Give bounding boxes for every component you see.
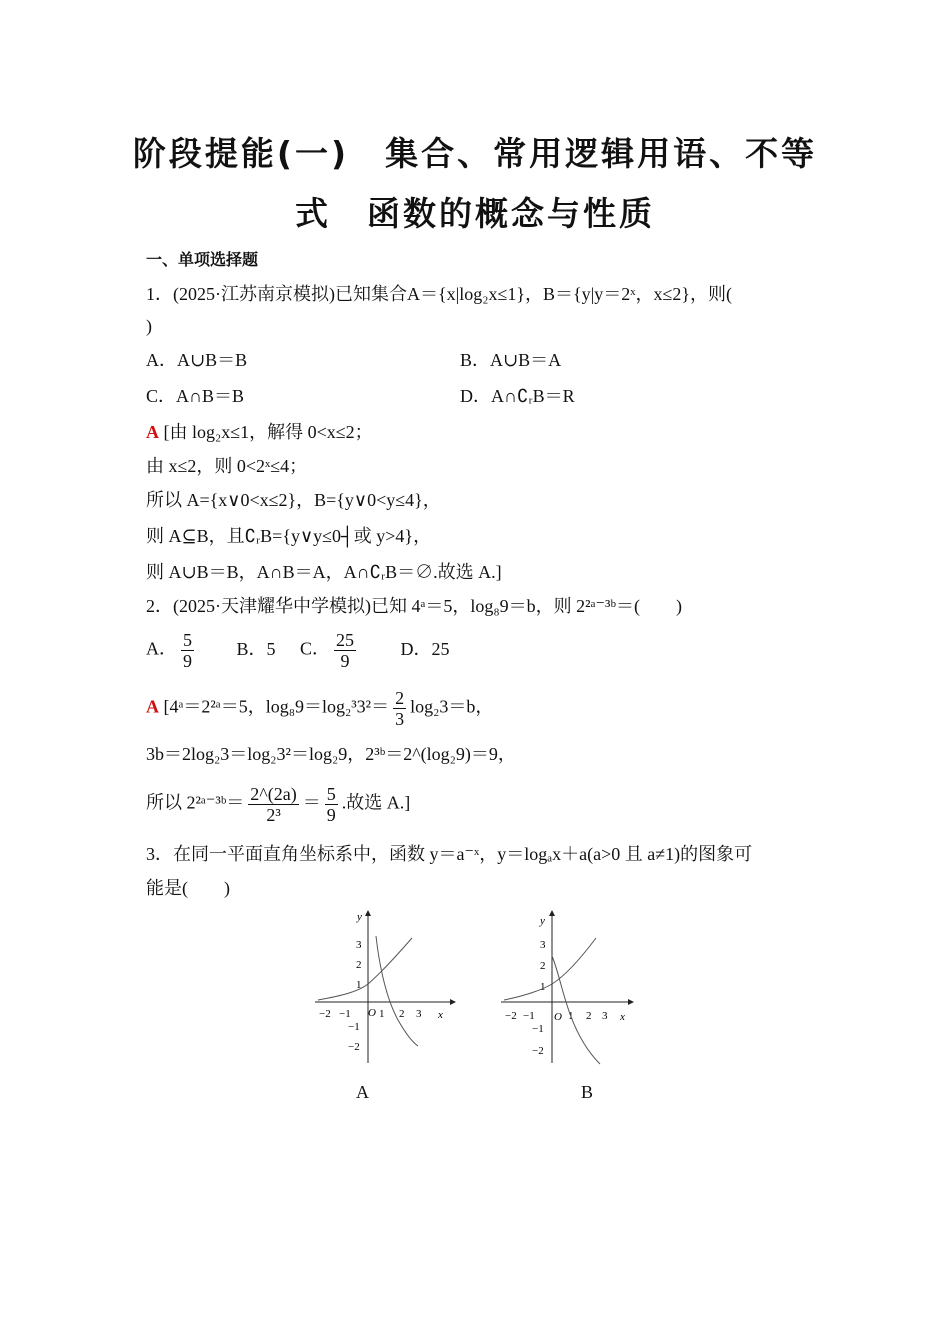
- y-axis-label: y: [357, 911, 362, 923]
- q2-solution-text-b: log₂3＝b，: [410, 696, 494, 717]
- q2-option-a-label: A．: [146, 638, 177, 659]
- fraction-numerator: 25: [336, 630, 355, 650]
- q1-option-b: B．A∪B＝A: [460, 350, 562, 370]
- y-tick-label: 3: [540, 939, 546, 951]
- q1-option-d: D．A∩∁ᵣB＝R: [460, 386, 575, 406]
- exponential-curve: [318, 938, 412, 1000]
- q1-answer: A: [146, 422, 159, 442]
- log-curve: [552, 956, 600, 1064]
- x-tick-label: 2: [399, 1008, 405, 1020]
- origin-label: O: [368, 1007, 376, 1019]
- q1-solution-1: [146, 420, 373, 444]
- q2-solution-text-a: [4ᵃ＝2²ᵃ＝5，log₈9＝log₂³3²＝: [163, 696, 390, 717]
- fraction-numerator: 5: [183, 630, 192, 650]
- fraction-denominator: 2³: [266, 805, 281, 825]
- x-tick-label: 3: [416, 1008, 422, 1020]
- y-axis-arrow: [365, 910, 371, 916]
- q1-solution-5: 则 A∪B＝B，A∩B＝A，A∩∁ᵣB＝∅.故选 A.]: [146, 562, 502, 582]
- fraction-numerator: 2: [395, 688, 405, 708]
- q3-stem: 3．在同一平面直角坐标系中，函数 y＝a⁻ˣ，y＝logₐx＋a(a>0 且 a≠1)的图象可: [146, 844, 753, 864]
- x-tick-label: 3: [602, 1010, 608, 1022]
- x-tick-label: −1: [339, 1008, 351, 1020]
- q2-option-c-label: C．: [300, 638, 331, 659]
- q2-solution-3-text-a: 所以 2²ᵃ⁻³ᵇ＝: [146, 792, 245, 813]
- q2-option-a-fraction: [181, 630, 194, 671]
- origin-label: O: [554, 1011, 562, 1023]
- q1-solution-4: 则 A⊆B，且∁ᵣB={y∨y≤0┤或 y>4}，: [146, 526, 432, 546]
- q2-option-c: [300, 630, 360, 671]
- fraction-denominator: 9: [183, 651, 192, 671]
- y-tick-label: −1: [532, 1023, 544, 1035]
- y-tick-label: 2: [356, 959, 362, 971]
- x-tick-label: −2: [319, 1008, 331, 1020]
- graph-b: [496, 908, 646, 1068]
- q2-solution-3-fraction-2: [325, 784, 338, 825]
- q1-stem: 1．(2025·江苏南京模拟)已知集合A＝{x|log₂x≤1}，B＝{y|y＝2ˣ，x≤2}，则(: [146, 284, 732, 304]
- x-tick-label: 1: [568, 1010, 574, 1022]
- y-tick-label: 1: [540, 981, 546, 993]
- q1-option-c: C．A∩B＝B: [146, 386, 245, 406]
- graph-b-caption: B: [581, 1082, 594, 1102]
- fraction-numerator: 2^(2a): [250, 784, 297, 804]
- fraction-denominator: 9: [326, 805, 336, 825]
- y-axis-arrow: [549, 910, 555, 916]
- q2-solution-fraction: [393, 688, 406, 729]
- y-tick-label: 1: [356, 979, 362, 991]
- q2-solution-3-fraction-1: [248, 784, 298, 825]
- y-tick-label: 3: [356, 939, 362, 951]
- q1-solution-2: 由 x≤2，则 0<2ˣ≤4；: [146, 456, 308, 476]
- section-heading: 一、单项选择题: [146, 250, 259, 269]
- q1-option-a: A．A∪B＝B: [146, 350, 248, 370]
- x-tick-label: 1: [379, 1008, 385, 1020]
- q1-stem-cont: ): [146, 316, 152, 336]
- q2-solution-1: [146, 688, 493, 729]
- x-tick-label: −2: [505, 1010, 517, 1022]
- q2-solution-3-text-b: .故选 A.]: [341, 792, 411, 813]
- y-axis-label: y: [540, 915, 545, 927]
- fraction-denominator: 9: [340, 651, 350, 671]
- q1-solution-text: [由 log₂x≤1，解得 0<x≤2；: [163, 422, 373, 442]
- q2-option-b: B．5: [236, 638, 276, 659]
- q2-answer: A: [146, 696, 159, 717]
- q2-option-d: D．25: [400, 638, 450, 659]
- page-title-line2: 式 函数的概念与性质: [295, 194, 655, 233]
- log-curve: [376, 936, 418, 1046]
- x-axis-arrow: [628, 999, 634, 1005]
- page-title-line1: 阶段提能(一) 集合、常用逻辑用语、不等: [132, 134, 818, 173]
- fraction-numerator: 5: [326, 784, 336, 804]
- q2-option-c-fraction: [334, 630, 356, 671]
- q2-option-a: [146, 630, 198, 671]
- y-tick-label: 2: [540, 960, 546, 972]
- x-tick-label: 2: [586, 1010, 592, 1022]
- x-axis-label: x: [438, 1009, 443, 1021]
- y-tick-label: −2: [348, 1041, 360, 1053]
- x-axis-label: x: [620, 1011, 625, 1023]
- equals-sign: ＝: [302, 792, 321, 813]
- x-tick-label: −1: [523, 1010, 535, 1022]
- q1-solution-3: 所以 A={x∨0<x≤2}，B={y∨0<y≤4}，: [146, 490, 441, 510]
- y-tick-label: −1: [348, 1021, 360, 1033]
- graph-a: [310, 908, 460, 1068]
- q2-solution-2: 3b＝2log₂3＝log₂3²＝log₂9，2³ᵇ＝2^(log₂9)＝9，: [146, 744, 516, 764]
- q2-solution-3: [146, 784, 410, 825]
- q3-stem-cont: 能是( ): [146, 878, 230, 898]
- q2-options: [146, 630, 450, 671]
- y-tick-label: −2: [532, 1045, 544, 1057]
- exponential-curve: [504, 938, 596, 1000]
- x-axis-arrow: [450, 999, 456, 1005]
- fraction-denominator: 3: [395, 709, 405, 729]
- graph-a-caption: A: [356, 1082, 369, 1102]
- q2-stem: 2．(2025·天津耀华中学模拟)已知 4ᵃ＝5，log₈9＝b，则 2²ᵃ⁻³ᵇ＝( ): [146, 596, 682, 616]
